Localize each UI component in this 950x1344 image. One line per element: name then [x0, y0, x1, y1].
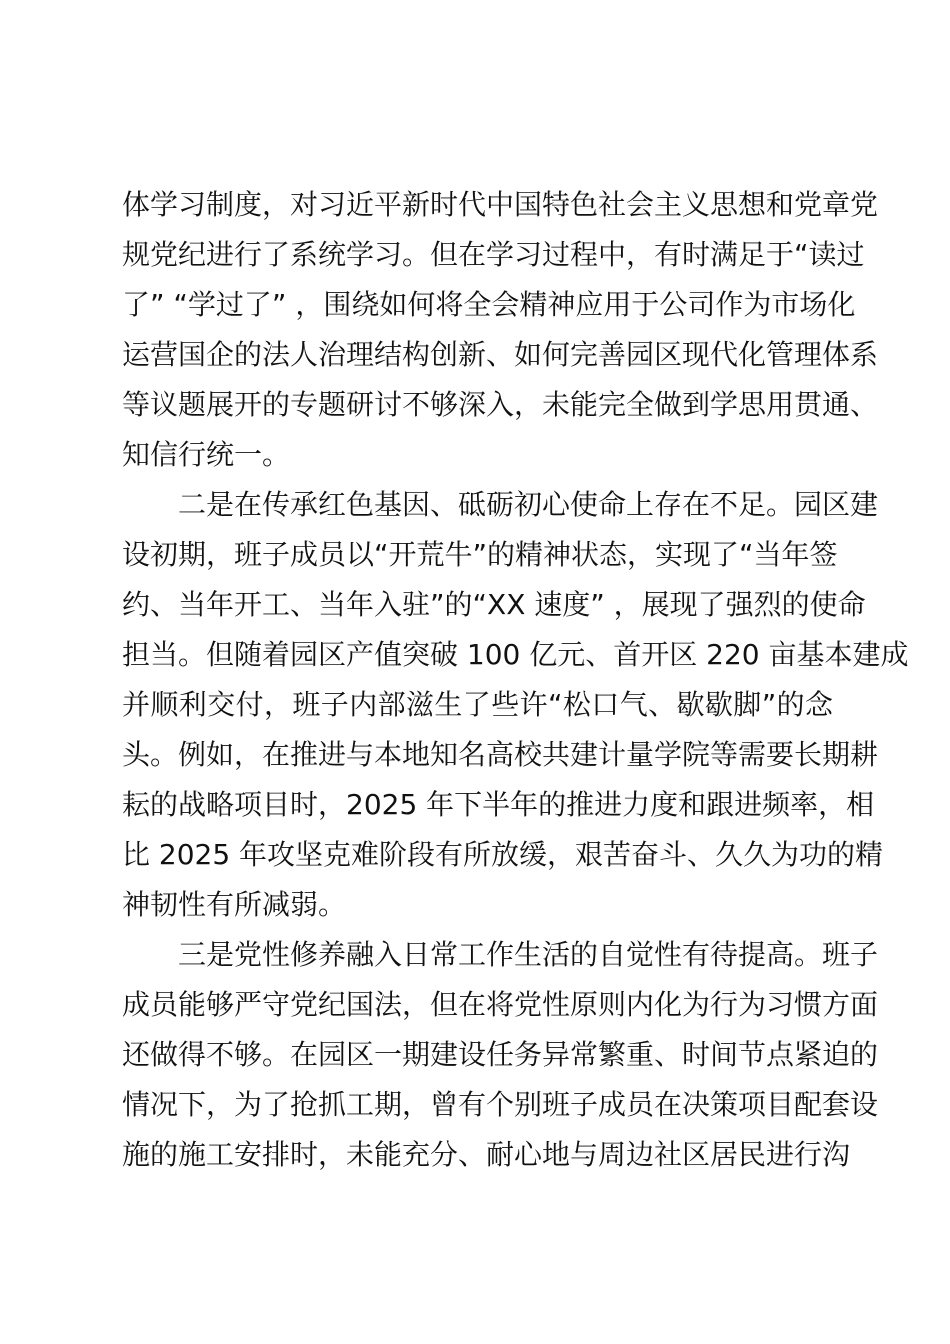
text-line: 二是在传承红色基因、砥砺初心使命上存在不足。园区建	[178, 488, 879, 521]
text-line: 成员能够严守党纪国法，但在将党性原则内化为行为习惯方面	[122, 988, 879, 1021]
text-line: 等议题展开的专题研讨不够深入，未能完全做到学思用贯通、	[122, 388, 879, 421]
paragraph-3	[122, 930, 879, 1180]
document-page	[122, 180, 909, 1180]
text-line: 运营国企的法人治理结构创新、如何完善园区现代化管理体系	[122, 338, 879, 371]
paragraph-1	[122, 180, 879, 480]
text-line: 施的施工安排时，未能充分、耐心地与周边社区居民进行沟	[122, 1138, 851, 1171]
text-line: 约、当年开工、当年入驻”的“XX 速度” ，展现了强烈的使命	[122, 588, 866, 621]
text-line: 还做得不够。在园区一期建设任务异常繁重、时间节点紧迫的	[122, 1038, 879, 1071]
text-line: 头。例如，在推进与本地知名高校共建计量学院等需要长期耕	[122, 738, 879, 771]
text-line: 比 2025 年攻坚克难阶段有所放缓，艰苦奋斗、久久为功的精	[122, 838, 884, 871]
text-line: 知信行统一。	[122, 438, 291, 471]
text-line: 耘的战略项目时，2025 年下半年的推进力度和跟进频率，相	[122, 788, 875, 821]
text-line: 体学习制度，对习近平新时代中国特色社会主义思想和党章党	[122, 188, 879, 221]
paragraph-2	[122, 480, 909, 930]
text-line: 并顺利交付，班子内部滋生了些许“松口气、歇歇脚”的念	[122, 688, 833, 721]
text-line: 担当。但随着园区产值突破 100 亿元、首开区 220 亩基本建成	[122, 638, 909, 671]
text-line: 神韧性有所减弱。	[122, 888, 347, 921]
text-line: 情况下，为了抢抓工期，曾有个别班子成员在决策项目配套设	[122, 1088, 879, 1121]
text-line: 了” “学过了” ，围绕如何将全会精神应用于公司作为市场化	[122, 288, 856, 321]
text-line: 规党纪进行了系统学习。但在学习过程中，有时满足于“读过	[122, 238, 865, 271]
text-line: 设初期，班子成员以“开荒牛”的精神状态，实现了“当年签	[122, 538, 838, 571]
text-line: 三是党性修养融入日常工作生活的自觉性有待提高。班子	[178, 938, 879, 971]
